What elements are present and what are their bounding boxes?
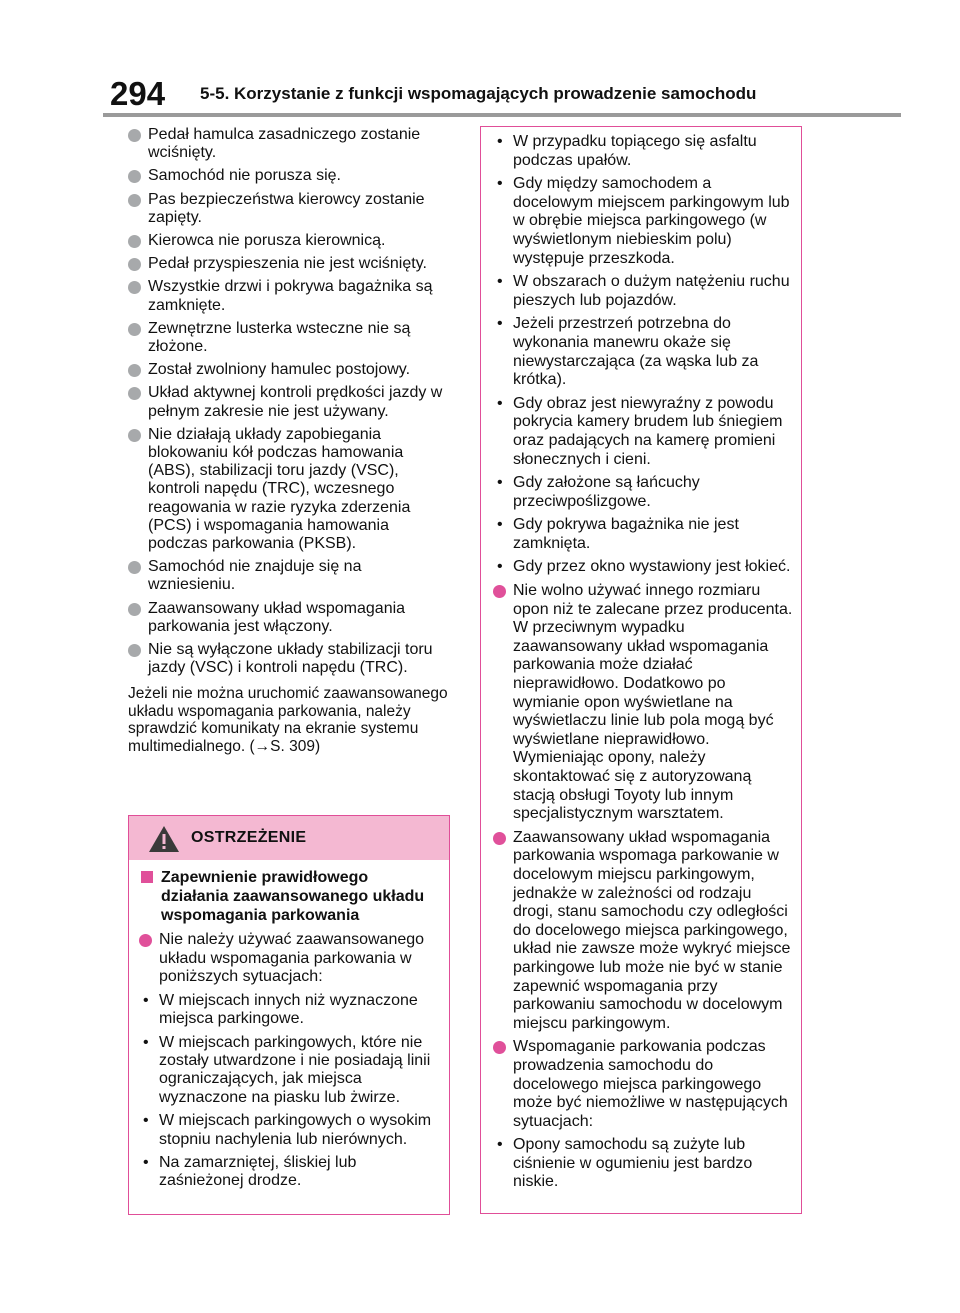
- list-item: Nie działają układy zapobiegania blokowaniu kół podczas hamowania (ABS), stabilizacji toru jazdy (VSC), kontroli napędu (TRC), wczesnego reagowania w razie ryzyka zderzenia (PCS) i wspomagania hamowania podczas parkowania (PKSB).: [128, 426, 450, 553]
- list-item: Samochód nie porusza się.: [128, 167, 450, 185]
- list-item: • W miejscach parkingowych o wysokim stopniu nachylenia lub nierównych.: [143, 1112, 432, 1148]
- warning-continued-body: [493, 133, 795, 1197]
- list-item: • Na zamarzniętej, śliskiej lub zaśnieżonej drodze.: [143, 1154, 357, 1190]
- list-item: Nie należy używać zaawansowanego układu wspomagania parkowania w poniższych sytuacjach:: [139, 931, 439, 987]
- bullet-dot-icon: [128, 387, 141, 400]
- section-title: 5-5. Korzystanie z funkcji wspomagających prowadzenie samochodu: [200, 84, 757, 103]
- list-item: • W przypadku topiącego się asfaltu podczas upałów.: [497, 133, 757, 169]
- reference-note: Jeżeli nie można uruchomić zaawansowanego układu wspomagania parkowania, należy sprawdzić komunikaty na ekranie systemu multimedialnego. (→S. 309): [128, 685, 448, 755]
- page-number: 294: [110, 75, 166, 112]
- bullet-dot-icon: [493, 1041, 506, 1054]
- left-column: [128, 126, 450, 755]
- warning-triangle-icon: [147, 824, 181, 854]
- header-rule: [103, 113, 901, 117]
- bullet-dot-icon: [493, 585, 506, 598]
- list-item: • W miejscach parkingowych, które nie zostały utwardzone i nie posiadają linii ograniczających, jak miejsca wyznaczone na piasku lub żwirze.: [143, 1033, 431, 1106]
- bullet-dot-icon: [128, 281, 141, 294]
- warning-body: [139, 868, 439, 1196]
- bullet-dot-icon: [128, 603, 141, 616]
- warning-box: [128, 815, 450, 1215]
- warning-continued-box: [480, 126, 802, 1214]
- bullet-dot-icon: [128, 364, 141, 377]
- bullet-dot-icon: [128, 644, 141, 657]
- list-item: Samochód nie znajduje się na wzniesieniu.: [128, 558, 450, 594]
- warning-header: [129, 816, 449, 860]
- list-item: • Gdy pokrywa bagażnika nie jest zamknięta.: [497, 516, 739, 552]
- list-item: Nie wolno używać innego rozmiaru opon niż te zalecane przez producenta. W przeciwnym wypadku zaawansowany układ wspomagania parkowania może działać nieprawidłowo. Dodatkowo po wymianie opon wyświetlane na wyświetlaczu linie lub pola mogą być wyświetlane nieprawidłowo. Wymieniając opony, należy skontaktować się z autoryzowaną stacją obsługi Toyoty lub innym specjalistycznym warsztatem.: [493, 582, 795, 824]
- list-item: Zewnętrzne lusterka wsteczne nie są złożone.: [128, 320, 450, 356]
- bullet-dot-icon: [128, 258, 141, 271]
- bullet-dot-icon: [128, 170, 141, 183]
- list-item: Został zwolniony hamulec postojowy.: [128, 361, 450, 379]
- bullet-dot-icon: [128, 194, 141, 207]
- bullet-dot-icon: [139, 934, 152, 947]
- list-item: Pedał przyspieszenia nie jest wciśnięty.: [128, 255, 450, 273]
- list-item: Zaawansowany układ wspomagania parkowania jest włączony.: [128, 600, 450, 636]
- list-item: • Gdy między samochodem a docelowym miejscem parkingowym lub w obrębie miejsca parkingowego (w wyświetlonym niebieskim polu) występuje przeszkoda.: [497, 175, 790, 267]
- list-item: • Jeżeli przestrzeń potrzebna do wykonania manewru okaże się niewystarczająca (za wąska lub za krótka).: [497, 315, 759, 389]
- list-item: • W obszarach o dużym natężeniu ruchu pieszych lub pojazdów.: [497, 273, 790, 309]
- warning-title: OSTRZEŻENIE: [191, 829, 307, 846]
- list-item: Pas bezpieczeństwa kierowcy zostanie zapięty.: [128, 191, 450, 227]
- list-item: Pedał hamulca zasadniczego zostanie wciśnięty.: [128, 126, 450, 162]
- list-item: • W miejscach innych niż wyznaczone miejsca parkingowe.: [143, 991, 418, 1028]
- list-item: Wszystkie drzwi i pokrywa bagażnika są zamknięte.: [128, 278, 450, 314]
- list-item: Kierowca nie porusza kierownicą.: [128, 232, 450, 250]
- list-item: Wspomaganie parkowania podczas prowadzenia samochodu do docelowego miejsca parkingowego może być niemożliwe w następujących sytuacjach:: [493, 1038, 795, 1131]
- bullet-dot-icon: [493, 832, 506, 845]
- page-header: [0, 0, 960, 120]
- list-item: • Gdy obraz jest niewyraźny z powodu pokrycia kamery brudem lub śniegiem oraz padających na kamerę promieni słonecznych i cieni.: [497, 394, 783, 468]
- bullet-dot-icon: [128, 323, 141, 336]
- list-item: Nie są wyłączone układy stabilizacji toru jazdy (VSC) i kontroli napędu (TRC).: [128, 641, 450, 677]
- bullet-dot-icon: [128, 429, 141, 442]
- bullet-dot-icon: [128, 129, 141, 142]
- list-item: Zaawansowany układ wspomagania parkowania wspomaga parkowanie w docelowym miejscu parkingowym, jednakże w zależności od rodzaju drogi, stanu samochodu czy odległości do docelowego miejsca parkingowego, układ nie zawsze może wykryć miejsce parkingowe lub może nie być w stanie zapewnić wspomagania przy parkowaniu samochodu w docelowym miejscu parkingowym.: [493, 829, 795, 1034]
- list-item: Układ aktywnej kontroli prędkości jazdy w pełnym zakresie nie jest używany.: [128, 384, 450, 420]
- warning-section-heading: Zapewnienie prawidłowego działania zaawansowanego układu wspomagania parkowania: [139, 868, 439, 925]
- list-item: • Opony samochodu są zużyte lub ciśnienie w ogumieniu jest bardzo niskie.: [497, 1136, 753, 1191]
- list-item: • Gdy przez okno wystawiony jest łokieć.: [497, 558, 791, 576]
- bullet-dot-icon: [128, 561, 141, 574]
- square-bullet-icon: [141, 871, 153, 883]
- bullet-dot-icon: [128, 235, 141, 248]
- list-item: • Gdy założone są łańcuchy przeciwpoślizgowe.: [497, 474, 700, 510]
